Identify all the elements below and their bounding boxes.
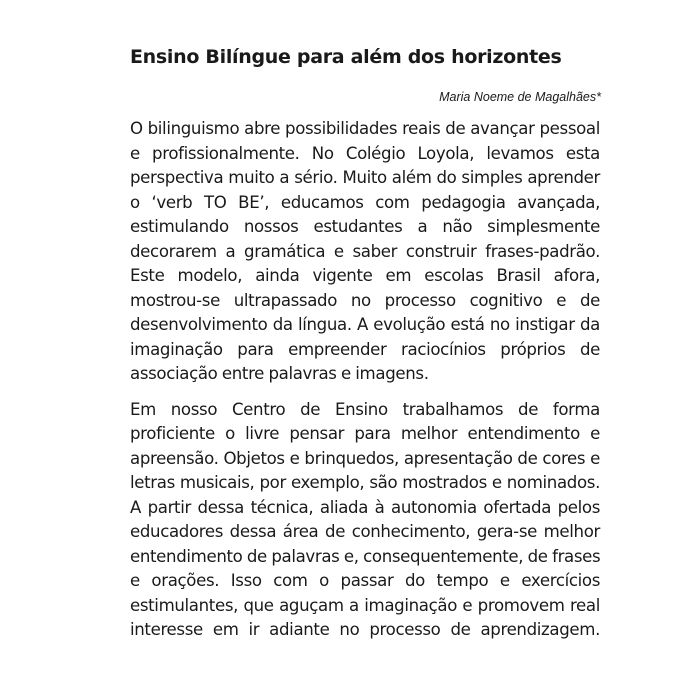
paragraph-2 xyxy=(130,398,600,643)
text-line: perspectiva muito a sério. Muito além do simples aprender xyxy=(130,168,600,187)
text-line: educadores dessa área de conhecimento, gera-se melhor xyxy=(130,522,600,541)
text-line: A partir dessa técnica, aliada à autonomia ofertada pelos xyxy=(130,497,600,517)
text-line: associação entre palavras e imagens. xyxy=(130,364,429,383)
article-title: Ensino Bilíngue para além dos horizontes xyxy=(130,46,562,68)
text-line: o ‘verb TO BE’, educamos com pedagogia avançada, xyxy=(130,192,600,212)
text-line: estimulando nossos estudantes a não simplesmente xyxy=(130,217,600,236)
article-body xyxy=(130,117,600,654)
text-line: imaginação para empreender raciocínios próprios de xyxy=(130,339,600,359)
article-author: Maria Noeme de Magalhães* xyxy=(439,90,601,104)
text-line: estimulantes, que aguçam a imaginação e promovem real xyxy=(130,595,600,615)
text-line: O bilinguismo abre possibilidades reais de avançar pessoal xyxy=(130,119,600,138)
text-line: interesse em ir adiante no processo de aprendizagem. xyxy=(130,620,600,639)
text-line: Em nosso Centro de Ensino trabalhamos de forma xyxy=(130,399,600,419)
text-line: apreensão. Objetos e brinquedos, apresentação de cores e xyxy=(130,448,600,468)
text-line: letras musicais, por exemplo, são mostrados e nominados. xyxy=(130,473,600,492)
text-line: decorarem a gramática e saber construir frases-padrão. xyxy=(130,241,600,261)
text-line: proficiente o livre pensar para melhor entendimento e xyxy=(130,424,600,443)
text-line: mostrou-se ultrapassado no processo cognitivo e de xyxy=(130,290,600,310)
text-line: e orações. Isso com o passar do tempo e exercícios xyxy=(130,571,600,590)
text-line: Este modelo, ainda vigente em escolas Brasil afora, xyxy=(130,266,600,285)
text-line: e profissionalmente. No Colégio Loyola, levamos esta xyxy=(130,143,600,163)
paragraph-1 xyxy=(130,117,600,387)
text-line: entendimento de palavras e, consequentemente, de frases xyxy=(130,546,601,566)
text-line: desenvolvimento da língua. A evolução está no instigar da xyxy=(130,315,600,334)
